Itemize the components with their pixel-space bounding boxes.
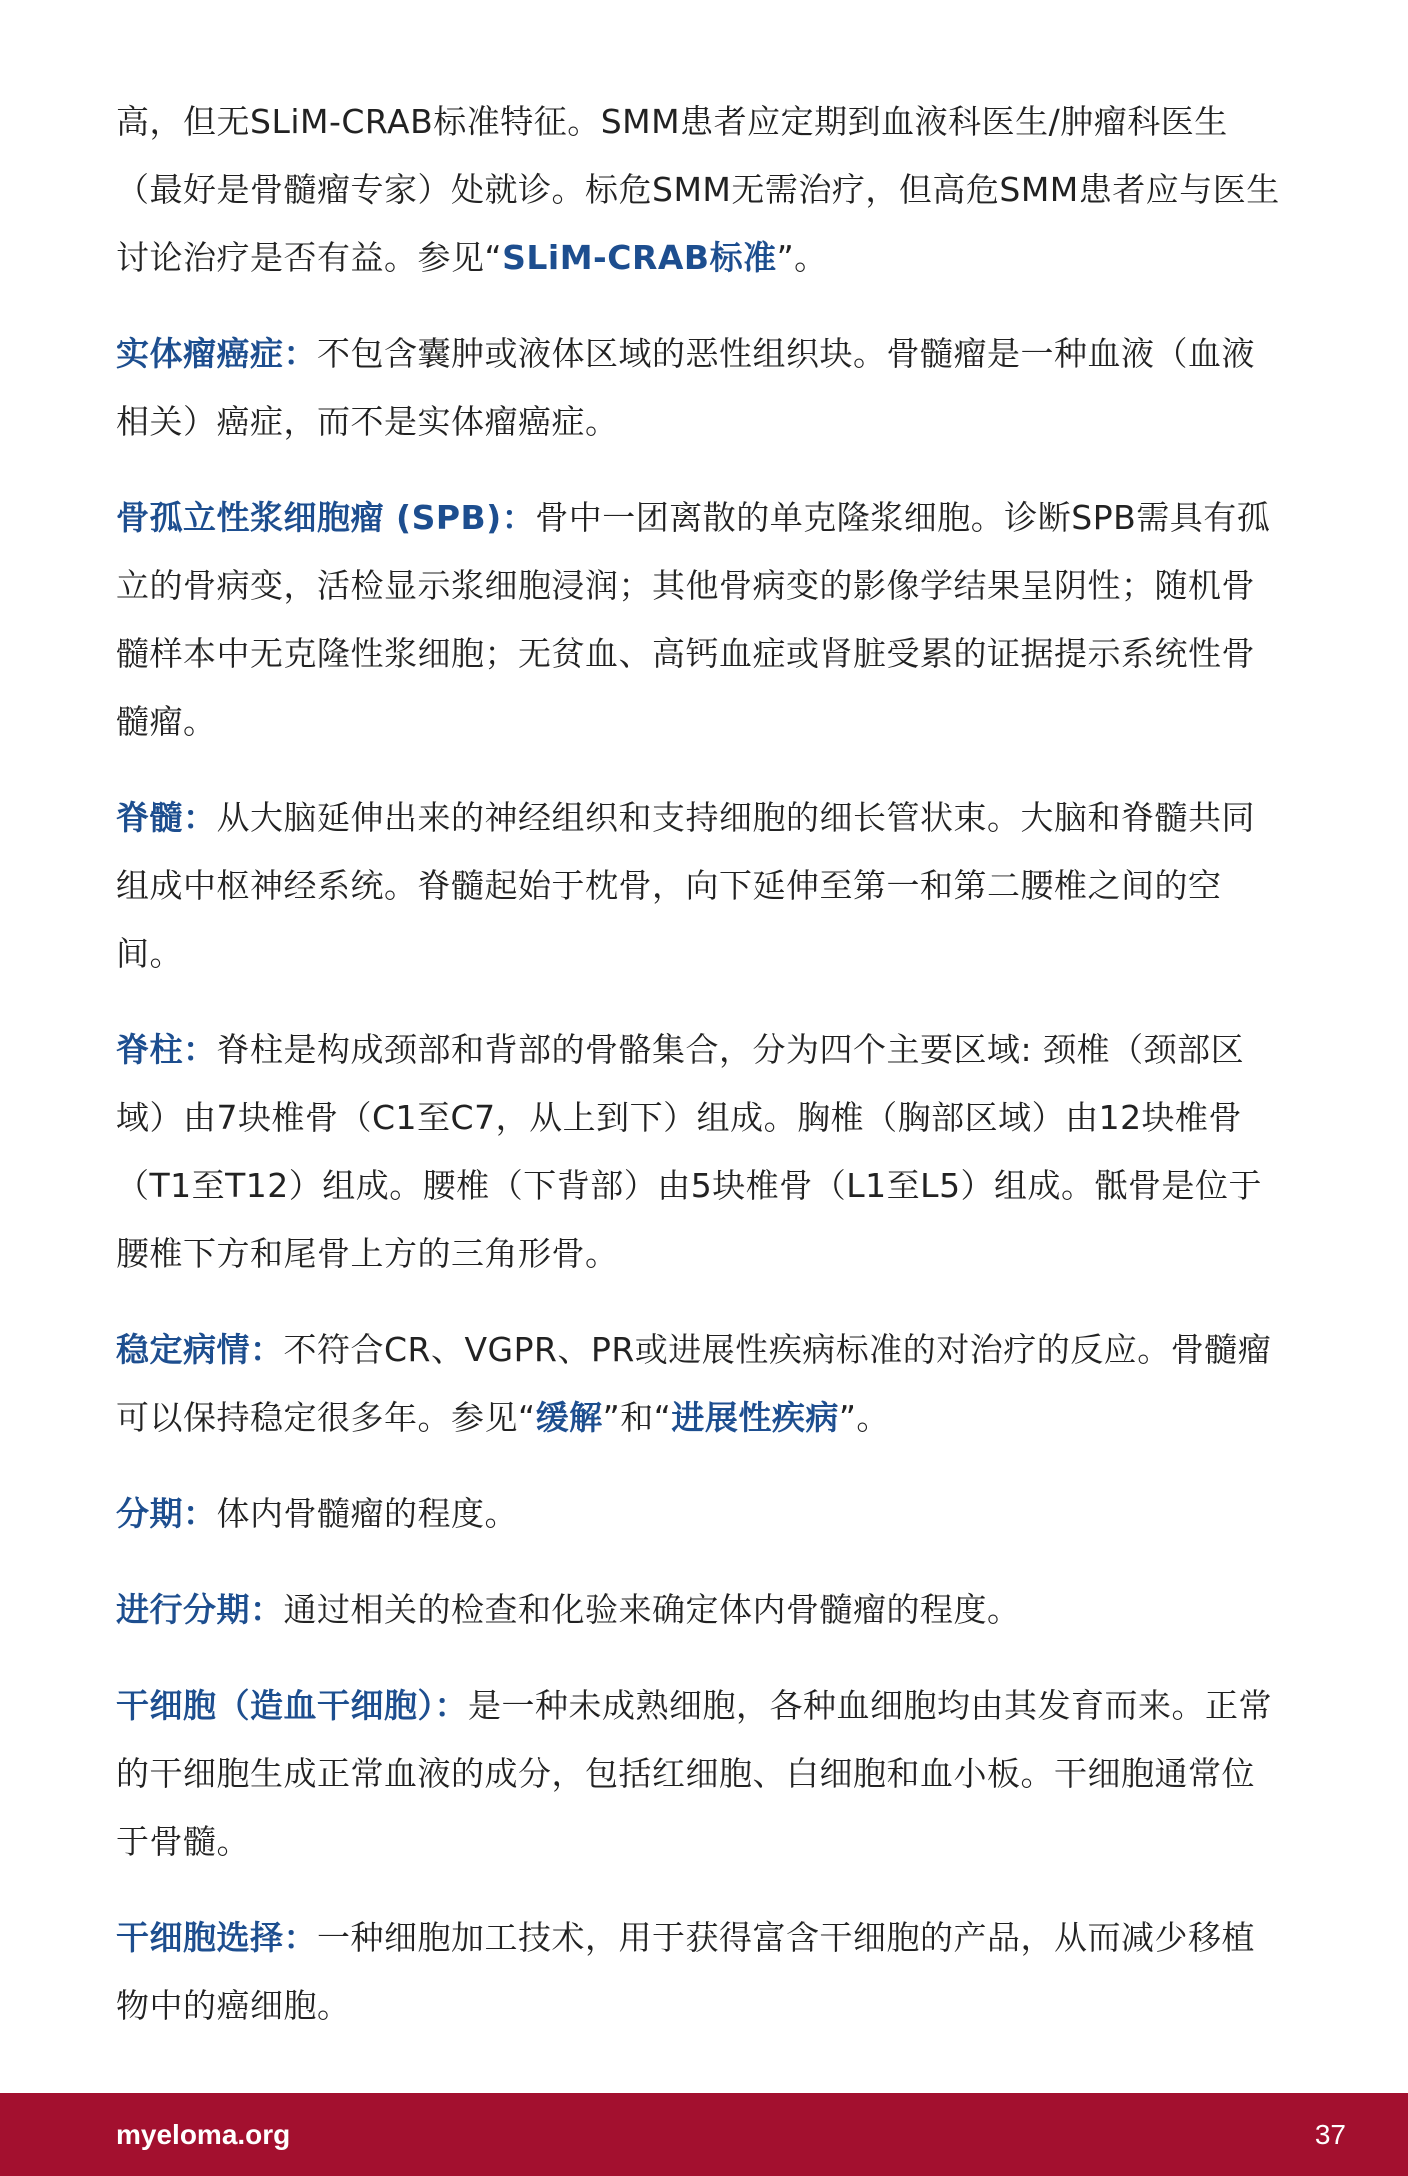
glossary-entry-stage bbox=[116, 1480, 1280, 1548]
page-number: 37 bbox=[1314, 2119, 1346, 2150]
glossary-term: 干细胞（造血干细胞）： bbox=[116, 1686, 468, 1725]
glossary-definition: 一种细胞加工技术，用于获得富含干细胞的产品，从而减少移植物中的癌细胞。 bbox=[116, 1918, 1255, 2025]
glossary-entry-solid-tumor bbox=[116, 320, 1280, 456]
glossary-definition: 骨中一团离散的单克隆浆细胞。诊断SPB需具有孤立的骨病变，活检显示浆细胞浸润；其他骨病变的影像学结果呈阴性；随机骨髓样本中无克隆性浆细胞；无贫血、高钙血症或肾脏受累的证据提示系统性骨髓瘤。 bbox=[116, 498, 1271, 741]
glossary-entry-stable-disease bbox=[116, 1316, 1280, 1452]
glossary-definition-end: ”。 bbox=[838, 1398, 890, 1437]
glossary-term: 骨孤立性浆细胞瘤 (SPB)： bbox=[116, 498, 536, 537]
glossary-definition: 通过相关的检查和化验来确定体内骨髓瘤的程度。 bbox=[283, 1590, 1021, 1629]
glossary-entry-staging bbox=[116, 1576, 1280, 1644]
glossary-entry-stem-cell bbox=[116, 1672, 1280, 1876]
glossary-term: 分期： bbox=[116, 1494, 217, 1533]
cross-reference-link[interactable]: 进展性疾病 bbox=[671, 1398, 839, 1437]
glossary-term: 实体瘤癌症： bbox=[116, 334, 317, 373]
glossary-term: 稳定病情： bbox=[116, 1330, 284, 1369]
glossary-term: 脊髓： bbox=[116, 798, 217, 837]
cross-reference-link[interactable]: 缓解 bbox=[535, 1398, 603, 1437]
glossary-entry-spine bbox=[116, 1016, 1280, 1288]
glossary-term: 干细胞选择： bbox=[116, 1918, 317, 1957]
glossary-definition: 高，但无SLiM-CRAB标准特征。SMM患者应定期到血液科医生/肿瘤科医生（最好是骨髓瘤专家）处就诊。标危SMM无需治疗，但高危SMM患者应与医生讨论治疗是否有益。参见“ bbox=[116, 102, 1280, 277]
glossary-term: 进行分期： bbox=[116, 1590, 284, 1629]
glossary-definition: 体内骨髓瘤的程度。 bbox=[216, 1494, 518, 1533]
glossary-entry-stem-cell-selection bbox=[116, 1904, 1280, 2040]
glossary-content bbox=[116, 88, 1280, 2068]
glossary-definition: 从大脑延伸出来的神经组织和支持细胞的细长管状束。大脑和脊髓共同组成中枢神经系统。脊髓起始于枕骨，向下延伸至第一和第二腰椎之间的空间。 bbox=[116, 798, 1255, 973]
cross-reference-link[interactable]: SLiM-CRAB标准 bbox=[502, 238, 777, 277]
glossary-definition-end: ”。 bbox=[776, 238, 828, 277]
glossary-definition: 脊柱是构成颈部和背部的骨骼集合，分为四个主要区域: 颈椎（颈部区域）由7块椎骨（C1至C7，从上到下）组成。胸椎（胸部区域）由12块椎骨（T1至T12）组成。腰椎（下背部）由5块椎骨（L1至L5）组成。骶骨是位于腰椎下方和尾骨上方的三角形骨。 bbox=[116, 1030, 1263, 1273]
glossary-term: 脊柱： bbox=[116, 1030, 217, 1069]
glossary-entry-smm-continued bbox=[116, 88, 1280, 292]
page-footer bbox=[0, 2093, 1408, 2176]
glossary-definition-mid: ”和“ bbox=[602, 1398, 672, 1437]
glossary-entry-spb bbox=[116, 484, 1280, 756]
glossary-definition: 不包含囊肿或液体区域的恶性组织块。骨髓瘤是一种血液（血液相关）癌症，而不是实体瘤癌症。 bbox=[116, 334, 1255, 441]
glossary-definition: 不符合CR、VGPR、PR或进展性疾病标准的对治疗的反应。骨髓瘤可以保持稳定很多年。参见“ bbox=[116, 1330, 1272, 1437]
footer-site-link[interactable]: myeloma.org bbox=[116, 2119, 291, 2150]
glossary-definition: 是一种未成熟细胞，各种血细胞均由其发育而来。正常的干细胞生成正常血液的成分，包括红细胞、白细胞和血小板。干细胞通常位于骨髓。 bbox=[116, 1686, 1272, 1861]
glossary-entry-spinal-cord bbox=[116, 784, 1280, 988]
